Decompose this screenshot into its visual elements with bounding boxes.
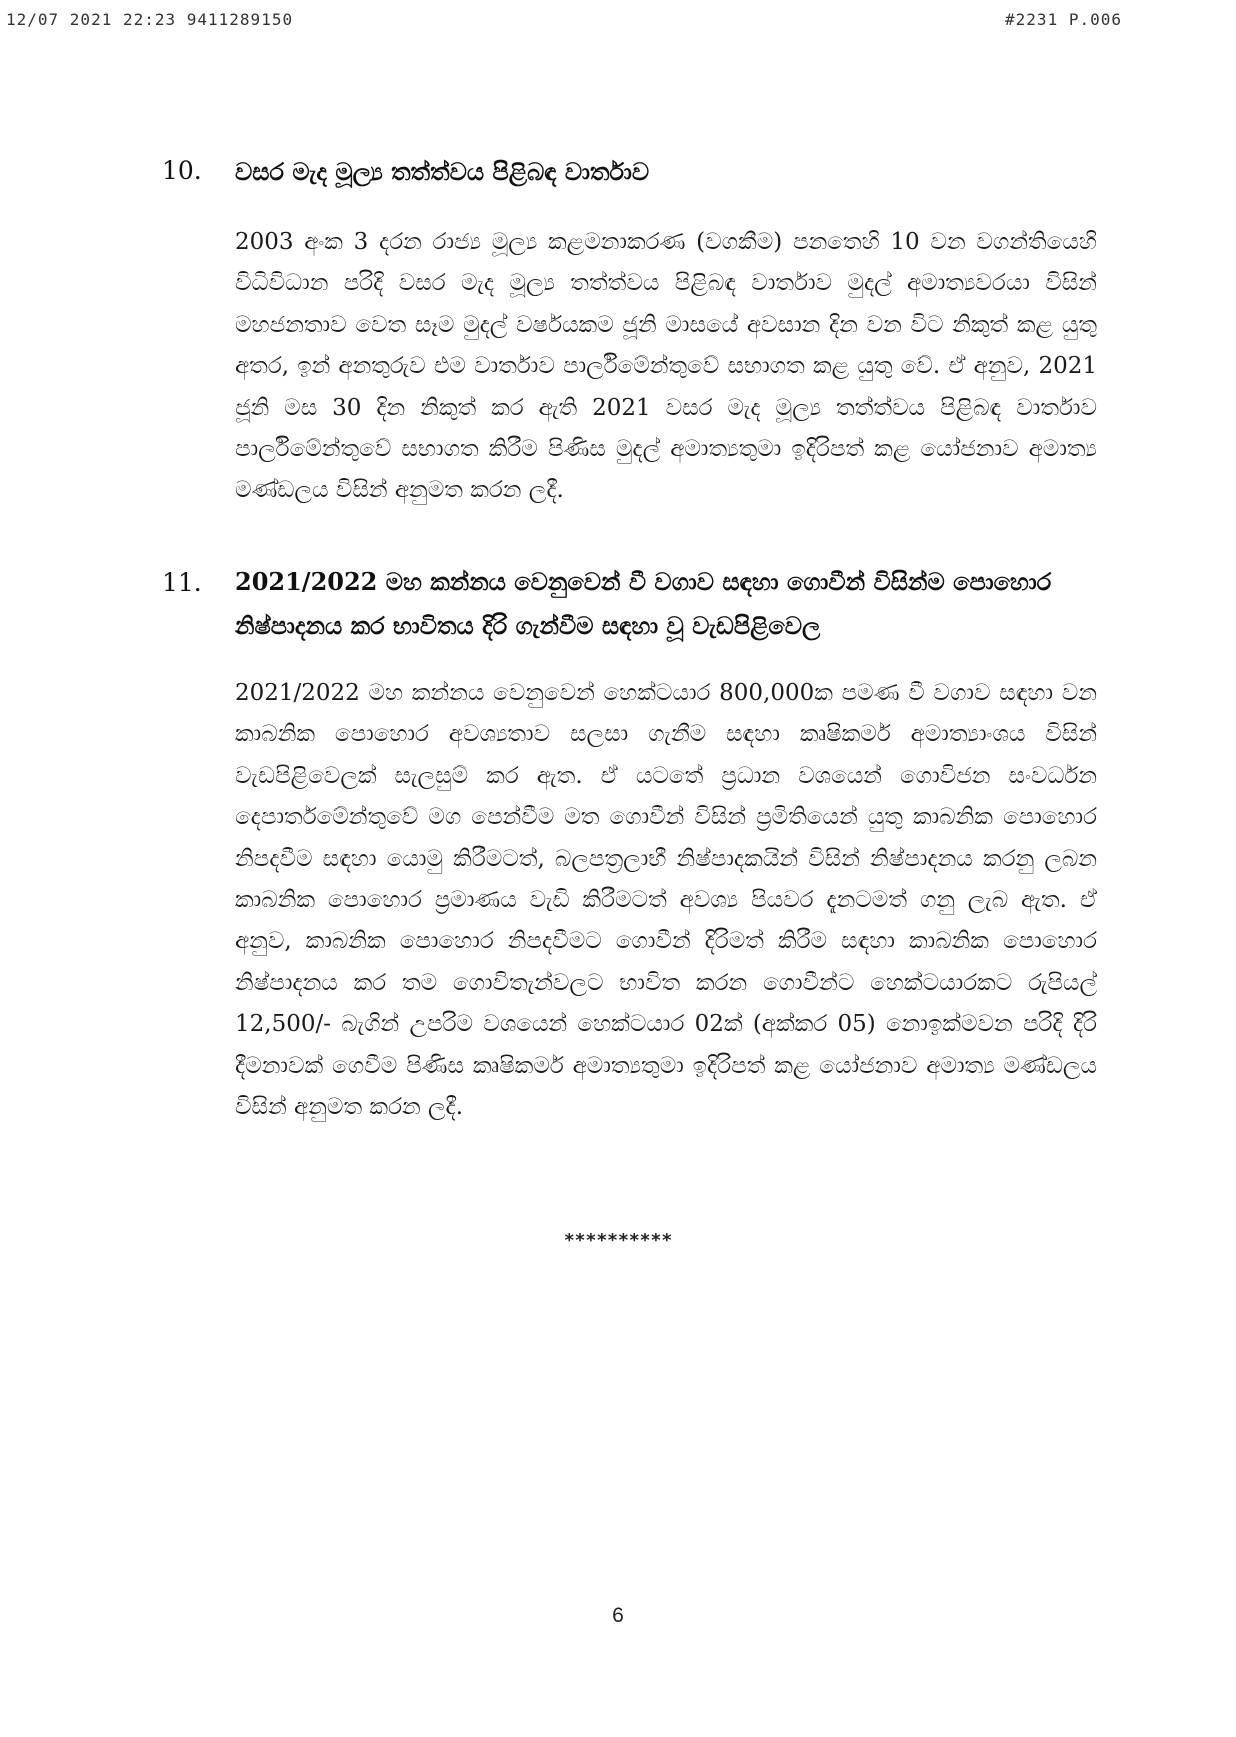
- fax-timestamp: 12/07 2021 22:23 9411289150: [6, 10, 294, 29]
- end-separator: **********: [563, 1230, 673, 1251]
- fax-header: [0, 10, 1236, 34]
- section-body: 2021/2022 මහ කන්නය වෙනුවෙන් හෙක්ටයාර 800,000ක පමණ වී වගාව සඳහා වන කාබනික පොහොර අවශ්‍යතාව සලසා ගැනීම සඳහා කෘෂිකර්ම අමාත්‍යාංශය විසින් වැඩපිළිවෙලක් සැලසුම් කර ඇත. ඒ යටතේ ප්‍රධාන වශයෙන් ගොවිජන සංවර්ධන දෙපාර්තමේන්තුවේ මග පෙන්වීම මත ගොවීන් විසින් ප්‍රමිතියෙන් යුතු කාබනික පොහොර නිපදවීම සඳහා යොමු කිරීමටත්, බලපත්‍රලාභී නිෂ්පාදකයින් විසින් නිෂ්පාදනය කරනු ලබන කාබනික පොහොර ප්‍රමාණය වැඩි කිරීමටත් අවශ්‍ය පියවර දැනටමත් ගනු ලැබ ඇත. ඒ අනුව, කාබනික පොහොර නිපදවීමට ගොවීන් දිරිමත් කිරීම සඳහා කාබනික පොහොර නිෂ්පාදනය කර තම ගොවිතැන්වලට භාවිත කරන ගොවීන්ට හෙක්ටයාරකට රුපියල් 12,500/- බැගින් උපරිම වශයෙන් හෙක්ටයාර 02ක් (අක්කර 05) නොඉක්මවන පරිදි දිරි දීමනාවක් ගෙවීම පිණිස කෘෂිකර්ම අමාත්‍යතුමා ඉදිරිපත් කළ යෝජනාව අමාත්‍ය මණ්ඩලය විසින් අනුමත කරන ලදී.: [235, 680, 1097, 1121]
- section-body: 2003 අංක 3 දරන රාජ්‍ය මූල්‍ය කළමනාකරණ (වගකීම) පනතෙහි 10 වන වගන්තියෙහි විධිවිධාන පරිදි වසර මැද මූල්‍ය තත්ත්වය පිළිබඳ වාර්තාව මුදල් අමාත්‍යවරයා විසින් මහජනතාව වෙත සෑම මුදල් වර්ෂයකම ජූනි මාසයේ අවසාන දින වන විට නිකුත් කළ යුතු අතර, ඉන් අනතුරුව එම වාර්තාව පාර්ලිමේන්තුවේ සභාගත කළ යුතු වේ. ඒ අනුව, 2021 ජූනි මස 30 දින නිකුත් කර ඇති 2021 වසර මැද මූල්‍ය තත්ත්වය පිළිබඳ වාර්තාව පාර්ලිමේන්තුවේ සභාගත කිරීම පිණිස මුදල් අමාත්‍යතුමා ඉදිරිපත් කළ යෝජනාව අමාත්‍ය මණ්ඩලය විසින් අනුමත කරන ලදී.: [235, 229, 1097, 504]
- page-number: 6: [612, 1604, 624, 1627]
- section-title: 2021/2022 මහ කන්නය වෙනුවෙන් වී වගාව සඳහා ගොවීන් විසින්ම පොහොර නිෂ්පාදනය කර භාවිතය දිරි ගැන්වීම සඳහා වූ වැඩපිළිවෙල: [235, 567, 1052, 640]
- section-title: වසර මැද මූල්‍ය තත්ත්වය පිළිබඳ වාර්තාව: [235, 157, 650, 186]
- fax-page-id: #2231 P.006: [1005, 10, 1122, 29]
- section-number: 11.: [162, 568, 202, 597]
- section-number: 10.: [162, 156, 202, 185]
